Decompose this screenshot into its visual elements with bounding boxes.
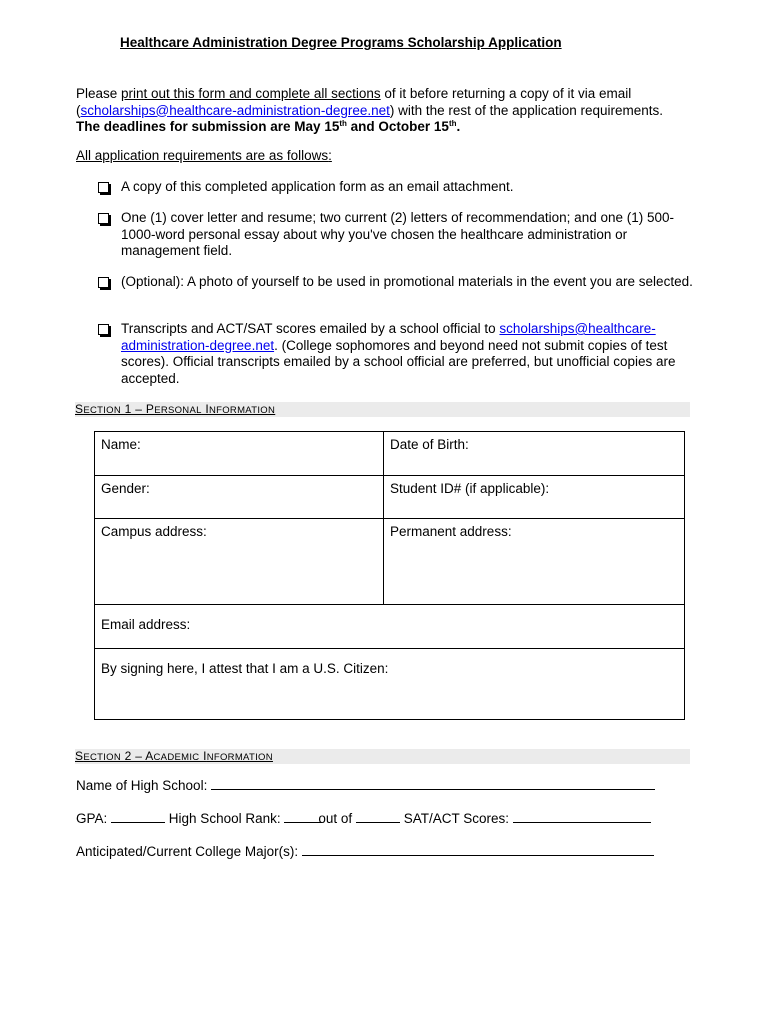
name-label: Name: [101, 437, 141, 452]
email-link[interactable]: scholarships@healthcare-administration-degree.net [80, 102, 390, 118]
out-of-label: out of [318, 811, 353, 826]
campus-address-field[interactable] [95, 519, 384, 605]
intro-paragraph [76, 86, 716, 136]
gpa-input[interactable] [111, 810, 165, 823]
gpa-label: GPA: [76, 811, 108, 826]
high-school-label: Name of High School: [76, 778, 208, 793]
signature-label: By signing here, I attest that I am a U.S. Citizen: [101, 661, 389, 676]
major-label: Anticipated/Current College Major(s): [76, 844, 299, 859]
dob-label: Date of Birth: [390, 437, 469, 452]
gender-label: Gender: [101, 481, 150, 496]
permanent-address-label: Permanent address: [390, 524, 512, 539]
dob-field[interactable] [384, 432, 685, 476]
section-1-header: SECTION 1 – PERSONAL INFORMATION [75, 402, 690, 417]
requirement-item [98, 321, 698, 387]
major-row [76, 843, 654, 859]
rank-total-input[interactable] [356, 810, 400, 823]
intro-text: ) with the rest of the application requirements. [389, 102, 664, 118]
requirement-item [98, 210, 698, 260]
deadline-text: The deadlines for submission are May 15th and October 15th. [76, 119, 461, 134]
student-id-label: Student ID# (if applicable): [390, 481, 550, 496]
high-school-row [76, 777, 655, 793]
scores-label: SAT/ACT Scores: [403, 811, 509, 826]
requirement-text: A copy of this completed application form as an email attachment. [121, 179, 514, 194]
campus-address-label: Campus address: [101, 524, 207, 539]
high-school-input[interactable] [211, 777, 655, 790]
requirements-heading: All application requirements are as follows: [76, 148, 332, 163]
signature-field[interactable] [95, 649, 685, 720]
requirement-text: (Optional): A photo of yourself to be used in promotional materials in the event you are selected. [121, 274, 693, 289]
page-title: Healthcare Administration Degree Programs Scholarship Application [120, 35, 562, 50]
name-field[interactable] [95, 432, 384, 476]
permanent-address-field[interactable] [384, 519, 685, 605]
rank-input[interactable] [284, 810, 322, 823]
checkbox-icon[interactable] [98, 182, 109, 193]
rank-label: High School Rank: [168, 811, 281, 826]
checkbox-icon[interactable] [98, 277, 109, 288]
section-2-header: SECTION 2 – ACADEMIC INFORMATION [75, 749, 690, 764]
requirement-item [98, 274, 698, 291]
gender-field[interactable] [95, 476, 384, 519]
intro-text: ( [76, 102, 81, 118]
major-input[interactable] [302, 843, 654, 856]
personal-info-table [94, 431, 685, 720]
scores-input[interactable] [513, 810, 651, 823]
checkbox-icon[interactable] [98, 324, 109, 335]
email-address-label: Email address: [101, 617, 191, 632]
intro-emphasis: print out this form and complete all sections [121, 86, 381, 101]
email-link[interactable]: scholarships@healthcare-administration-degree.net [121, 321, 656, 353]
student-id-field[interactable] [384, 476, 685, 519]
requirement-item [98, 179, 698, 196]
requirement-text: Transcripts and ACT/SAT scores emailed by a school official to scholarships@healthcare-administration-degree.net. (College sophomores and beyond need not submit copies of test scores). Official transcripts emailed by a school official are preferred, but unofficial copies are accepted. [121, 321, 676, 386]
intro-text: of it before returning a copy of it via email [380, 86, 632, 101]
requirement-text: One (1) cover letter and resume; two current (2) letters of recommendation; and one (1) 500-1000-word personal essay about why you've chosen the healthcare administration or management field. [121, 210, 675, 258]
email-address-field[interactable] [95, 605, 685, 649]
gpa-row [76, 810, 651, 826]
checkbox-icon[interactable] [98, 213, 109, 224]
intro-text: Please [76, 86, 122, 101]
